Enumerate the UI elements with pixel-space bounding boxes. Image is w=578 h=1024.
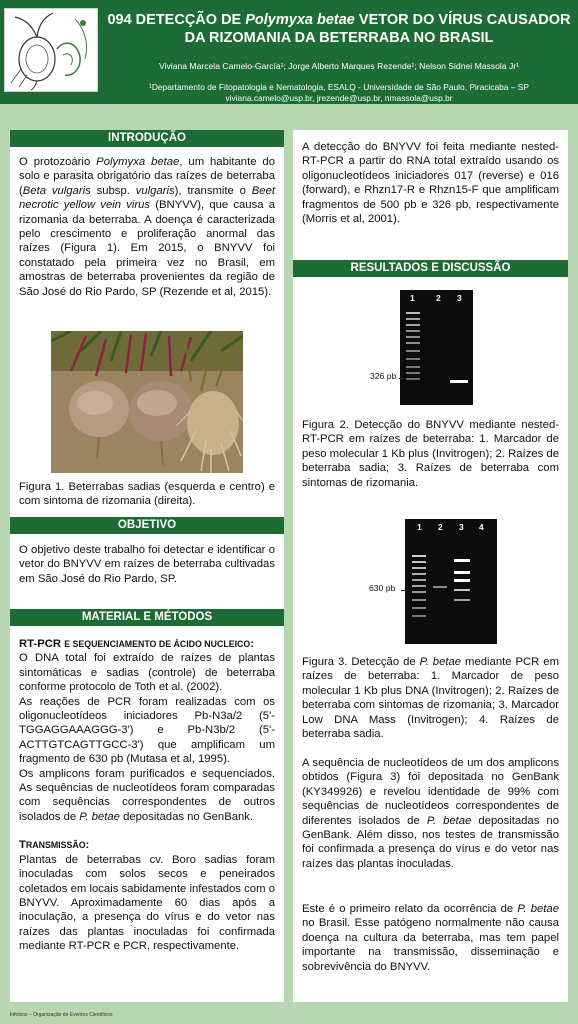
poster-header xyxy=(0,0,578,104)
conclusion-text-b: no Brasil. Esse patógeno normalmente não causa doença na cultura da beterraba, mas tem papel importante na transmissão, disseminação e sobrevivência do BNYVV. xyxy=(302,917,559,973)
metodos-p4: Plantas de beterrabas cv. Boro sadias foram inoculadas com solos secos e peneirados coletados em locais sabidamente infestados com o BNYVV. Aproximadamente 60 dias após a inoculação, a presença do vírus e do vetor nas raízes das plantas inoculadas foi confirmada mediante RT-PCR e PCR, respectivamente. xyxy=(19,853,275,953)
section-heading-objetivo: OBJETIVO xyxy=(10,517,284,534)
affiliation: ¹Departamento de Fitopatologia e Nematologia, ESALQ - Universidade de São Paulo, Piracicaba – SP xyxy=(149,82,529,92)
metodos-p1: O DNA total foi extraído de raízes de plantas sintomáticas e sadias (controle) de beterraba conforme protocolo de Toth et al. (2002). xyxy=(19,652,275,694)
gel2-ladder-band xyxy=(412,579,426,581)
gel2-lane-2: 2 xyxy=(438,522,443,532)
gel1-ladder-band xyxy=(406,350,420,352)
fig3-text-a: Figura 3. Detecção de xyxy=(302,656,420,668)
gel2-ladder-band xyxy=(412,591,426,593)
gel2-ladder-band xyxy=(412,585,426,587)
gel2-ladder-band xyxy=(412,573,426,575)
section-heading-resultados: RESULTADOS E DISCUSSÃO xyxy=(293,260,568,277)
gel2-mass-band xyxy=(454,579,470,582)
metodos-p3-italic: P. betae xyxy=(79,810,120,823)
seq-text-b: depositadas no GenBank. Além disso, nos testes de transmissão foi confirmada a presença do vírus e do vetor nas raízes das plantas inoculadas. xyxy=(302,814,559,870)
gel1-ladder-band xyxy=(406,318,420,320)
fig3-italic: P. betae xyxy=(419,656,462,668)
figure-3-caption xyxy=(293,655,568,741)
footer-credit: Infobios – Organização de Eventos Científicos xyxy=(10,1012,113,1018)
sub2-b: RANSMISSÃO xyxy=(25,840,86,851)
conclusion-italic: P. betae xyxy=(517,903,559,915)
title-prefix: 094 DETECÇÃO DE xyxy=(107,12,246,28)
gel2-ladder-band xyxy=(412,561,426,563)
affiliation-block xyxy=(104,82,574,104)
gel1-ladder-band xyxy=(406,342,420,344)
intro-italic-2: Beta vulgaris xyxy=(22,184,91,197)
figure-1-photo xyxy=(51,331,243,473)
poster-title xyxy=(104,11,574,47)
right-intro-paragraph: A detecção do BNYVV foi feita mediante nested-RT-PCR a partir do RNA total extraído usando os oligonucleotídeos iniciadores 017 (reverse) e 016 (forward), e Rhzn17-R e Rhzn15-F que amplificam fragmentos de 500 pb e 326 pb, respectivamente (Morris et al, 2001). xyxy=(302,141,559,226)
seq-italic: P. betae xyxy=(426,814,472,827)
metodos-p3-text: Os amplicons foram purificados e sequenciados. As sequências de nucleotídeos foram comparadas com sequências correspondentes de outros isolados de xyxy=(19,767,275,823)
figure-2-caption: Figura 2. Detecção do BNYVV mediante nested-RT-PCR em raízes de beterraba: 1. Marcador de peso molecular 1 Kb plus (Invitrogen); 2. Raízes de beterraba sadia; 3. Raízes de beterraba com sintomas de rizomania. xyxy=(302,419,559,489)
gel1-size-label: 326 pb xyxy=(370,371,397,381)
intro-italic-1: Polymyxa betae xyxy=(96,156,180,168)
metodos-p3 xyxy=(19,767,275,825)
fig3-text-b: mediante PCR em raízes de beterraba: 1. Marcador de peso molecular 1 Kb plus DNA (Invitrogen); 2. Raízes de beterraba com sintomas de rizomania; 3. Marcador Low DNA Mass (Invitrogen); 4. Raízes de beterraba sadia. xyxy=(302,656,559,741)
gel2-lane-3: 3 xyxy=(459,522,464,532)
gel2-mass-band xyxy=(454,559,470,562)
objetivo-section xyxy=(10,517,284,586)
gel2-ladder-band xyxy=(412,567,426,569)
title-suffix: VETOR DO VÍRUS CAUSADOR DA RIZOMANIA DA BETERRABA NO BRASIL xyxy=(184,12,571,46)
gel2-ladder-band xyxy=(412,599,426,601)
gel1-ladder-band xyxy=(406,366,420,368)
subheading-rtpcr xyxy=(19,637,275,651)
intro-text-3: subsp. xyxy=(90,184,136,197)
sequencing-paragraph xyxy=(293,756,568,871)
intro-italic-3: vulgaris xyxy=(135,184,175,197)
sub1-a: RT-PCR xyxy=(19,638,65,650)
figure-1-caption: Figura 1. Beterrabas sadias (esquerda e centro) e com sintoma de rizomania (direita). xyxy=(19,481,275,508)
sub2-c: : xyxy=(85,839,90,852)
objetivo-text: O objetivo deste trabalho foi detectar e identificar o vetor do BNYVV em raízes de beterraba cultivadas em São José do Rio Pardo, SP. xyxy=(19,544,275,585)
gel2-lane-4: 4 xyxy=(479,522,484,532)
intro-text-4: ), transmite o xyxy=(174,184,252,197)
gel-image-2 xyxy=(405,519,497,644)
gel2-mass-band xyxy=(454,599,470,601)
metodos-p2: As reações de PCR foram realizadas com os oligonucleotídeos iniciadores Pb-N3a/2 (5'-TGGAGGAAAGGG-3') e Pb-N3b/2 (5'-ACTTGTCAGTTGCC-3') que amplificam um fragmento de 630 pb (Mutasa et al, 1995). xyxy=(19,695,275,766)
conclusion-text-a: Este é o primeiro relato da ocorrência de xyxy=(302,903,518,915)
gel1-ladder-band xyxy=(406,336,420,338)
gel1-lane-3: 3 xyxy=(457,293,462,303)
beet-logo-icon xyxy=(5,9,97,91)
sub2-a: T xyxy=(19,839,26,852)
gel1-ladder-band xyxy=(406,378,420,380)
gel2-size-label: 630 pb xyxy=(369,583,396,593)
gel1-lane-1: 1 xyxy=(410,293,415,303)
gel2-size-arrow xyxy=(401,590,409,591)
gel2-sample-band xyxy=(433,586,447,588)
authors: Viviana Marcela Camelo-García¹; Jorge Alberto Marques Rezende¹; Nelson Sidnei Massola Jr¹ xyxy=(159,61,519,71)
gel1-lane-2: 2 xyxy=(436,293,441,303)
gel1-ladder-band xyxy=(406,358,420,360)
intro-paragraph xyxy=(10,155,284,299)
gel2-ladder-band xyxy=(412,615,426,617)
intro-text-1: O protozoário xyxy=(19,156,91,168)
intro-text-5: (BNYVV), que causa a rizomania da beterraba. A doença é caracterizada pelo crescimento e proliferação anormal das raízes (Figura 1). Em 2015, o BNYVV foi constatado pela primeira vez no Brasil, em amostras de beterraba provenientes da região de São José do Rio Pardo, SP (Rezende et al, 2015). xyxy=(19,199,275,298)
section-heading-introducao: INTRODUÇÃO xyxy=(10,130,284,147)
gel2-mass-band xyxy=(454,589,470,591)
section-heading-metodos: MATERIAL E MÉTODOS xyxy=(10,609,284,626)
sub1-b: E SEQUENCIAMENTO DE ÁCIDO NUCLEICO xyxy=(64,639,251,649)
emails: viviana.camelo@usp.br, jrezende@usp.br, nmassola@usp.br xyxy=(225,93,453,103)
metodos-section xyxy=(10,609,284,954)
intro-text-2: , um habitante do solo e parasita obrigatório das raízes de beterraba ( xyxy=(19,156,276,197)
gel1-ladder-band xyxy=(406,330,420,332)
gel2-lane-1: 1 xyxy=(417,522,422,532)
gel1-size-arrow xyxy=(399,378,405,379)
gel1-ladder-band xyxy=(406,324,420,326)
seq-text-a: A sequência de nucleotídeos de um dos amplicons obtidos (Figura 3) foi depositada no GenBank (KY349926) e revelou identidade de 99% com sequências de nucleotídeos correspondentes de diferentes isolados de xyxy=(302,757,559,827)
metodos-p3-end: depositadas no GenBank. xyxy=(119,810,254,823)
gel-image-1 xyxy=(400,290,473,405)
sub1-c: : xyxy=(250,638,255,650)
gel2-ladder-band xyxy=(412,555,426,557)
gel1-sample-band xyxy=(450,380,468,383)
left-column xyxy=(10,130,284,1002)
conclusion-paragraph xyxy=(293,902,568,974)
right-column xyxy=(293,130,568,1002)
event-logo xyxy=(4,8,98,92)
intro-italic-4: Beet necrotic yellow vein virus xyxy=(19,184,276,212)
gel1-ladder-band xyxy=(406,372,420,374)
gel2-ladder-band xyxy=(412,607,426,609)
gel2-mass-band xyxy=(454,571,470,574)
gel1-ladder-band xyxy=(406,312,420,314)
title-italic: Polymyxa betae xyxy=(245,12,355,28)
subheading-transmissao xyxy=(19,838,275,852)
metodos-body xyxy=(10,637,284,954)
